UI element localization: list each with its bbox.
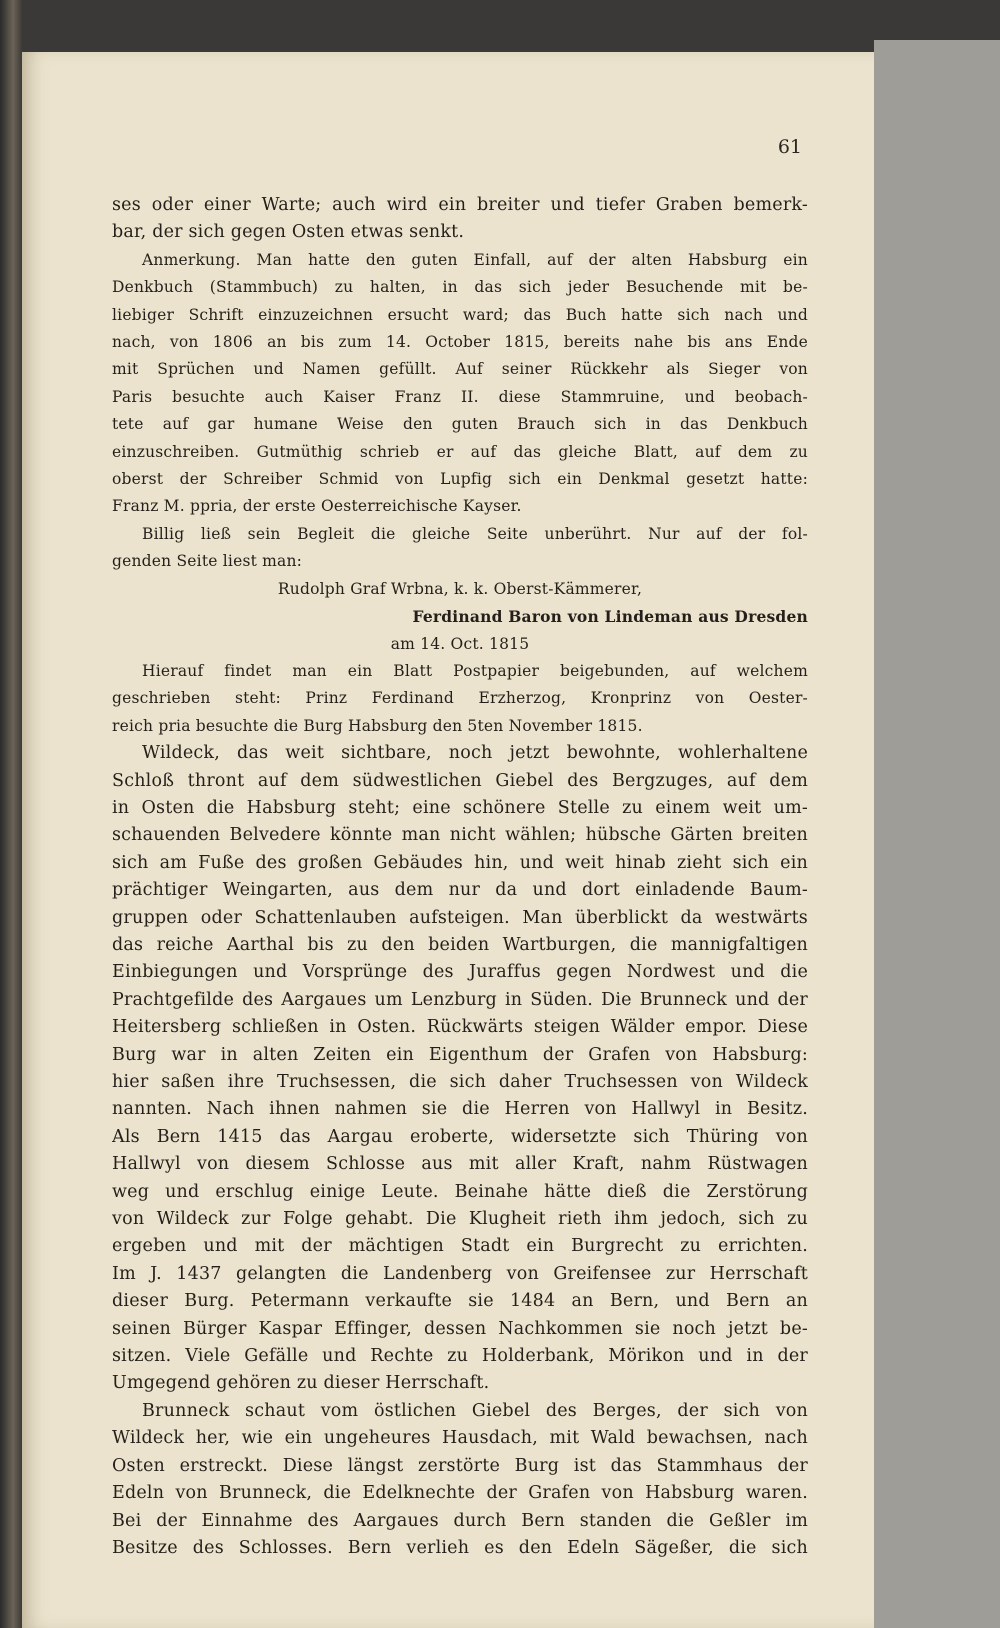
text-line: reich pria besuchte die Burg Habsburg den 5ten November 1815. [112,716,643,735]
text-line: seinen Bürger Kaspar Effinger, dessen Nachkommen sie noch jetzt be- [112,1318,808,1339]
text-line: Ferdinand Baron von Lindeman aus Dresden [412,607,808,627]
text-line: Heitersberg schließen in Osten. Rückwärts steigen Wälder empor. Diese [112,1017,808,1038]
text-line: Brunneck schaut vom östlichen Giebel des Berges, der sich von [142,1400,808,1421]
text-line: Denkbuch (Stammbuch) zu halten, in das sich jeder Besuchende mit be- [112,278,808,297]
text-line: gruppen oder Schattenlauben aufsteigen. Man überblickt da westwärts [112,907,808,928]
text-line: Wildeck her, wie ein ungeheures Hausdach, mit Wald bewachsen, nach [112,1428,808,1449]
text-line: Bei der Einnahme des Aargaues durch Bern standen die Geßler im [112,1510,808,1531]
book-spine [0,0,22,1628]
page-text [112,192,808,1562]
text-line: Wildeck, das weit sichtbare, noch jetzt bewohnte, wohlerhaltene [142,743,808,764]
text-line: am 14. Oct. 1815 [390,634,530,653]
text-line: Franz M. ppria, der erste Oesterreichische Kayser. [112,497,522,516]
text-line: Rudolph Graf Wrbna, k. k. Oberst-Kämmerer, [277,579,643,598]
text-line: tete auf gar humane Weise den guten Brauch sich in das Denkbuch [112,415,808,434]
text-line: Osten erstreckt. Diese längst zerstörte Burg ist das Stammhaus der [112,1455,808,1476]
text-line: von Wildeck zur Folge gehabt. Die Klugheit rieth ihm jedoch, sich zu [112,1209,808,1230]
text-line: nach, von 1806 an bis zum 14. October 1815, bereits nahe bis ans Ende [112,333,808,352]
text-line: Edeln von Brunneck, die Edelknechte der Grafen von Habsburg waren. [112,1483,808,1504]
text-line: ses oder einer Warte; auch wird ein breiter und tiefer Graben bemerk- [112,195,808,215]
text-line: Burg war in alten Zeiten ein Eigenthum der Grafen von Habsburg: [112,1044,808,1065]
text-line: Im J. 1437 gelangten die Landenberg von Greifensee zur Herrschaft [112,1263,808,1284]
text-line: Paris besuchte auch Kaiser Franz II. diese Stammruine, und beobach- [112,387,808,406]
text-line: genden Seite liest man: [112,552,303,571]
text-line: schauenden Belvedere könnte man nicht wählen; hübsche Gärten breiten [112,825,808,846]
text-line: Hierauf findet man ein Blatt Postpapier beigebunden, auf welchem [142,661,808,680]
text-line: Als Bern 1415 das Aargau eroberte, widersetzte sich Thüring von [112,1126,808,1147]
text-line: liebiger Schrift einzuzeichnen ersucht ward; das Buch hatte sich nach und [112,305,808,324]
text-line: sich am Fuße des großen Gebäudes hin, und weit hinab zieht sich ein [112,852,808,873]
text-line: einzuschreiben. Gutmüthig schrieb er auf das gleiche Blatt, auf dem zu [112,442,808,461]
text-line: Prachtgefilde des Aargaues um Lenzburg in Süden. Die Brunneck und der [112,989,808,1010]
text-line: weg und erschlug einige Leute. Beinahe hätte dieß die Zerstörung [112,1181,808,1202]
book-page [22,52,874,1628]
text-line: sitzen. Viele Gefälle und Rechte zu Holderbank, Mörikon und in der [112,1346,808,1367]
text-line: Umgegend gehören zu dieser Herrschaft. [112,1373,490,1394]
text-line: ergeben und mit der mächtigen Stadt ein Burgrecht zu errichten. [112,1236,808,1257]
text-line: bar, der sich gegen Osten etwas senkt. [112,222,465,243]
text-line: Schloß thront auf dem südwestlichen Giebel des Bergzuges, auf dem [112,770,808,791]
text-line: dieser Burg. Petermann verkaufte sie 1484 an Bern, und Bern an [112,1291,808,1312]
text-line: Einbiegungen und Vorsprünge des Juraffus gegen Nordwest und die [112,962,808,983]
text-line: Hallwyl von diesem Schlosse aus mit aller Kraft, nahm Rüstwagen [112,1154,808,1175]
text-line: prächtiger Weingarten, aus dem nur da und dort einladende Baum- [112,880,808,901]
text-line: oberst der Schreiber Schmid von Lupfig sich ein Denkmal gesetzt hatte: [112,470,808,489]
text-line: mit Sprüchen und Namen gefüllt. Auf seiner Rückkehr als Sieger von [112,360,808,379]
text-line: in Osten die Habsburg steht; eine schönere Stelle zu einem weit um- [112,797,808,818]
text-line: geschrieben steht: Prinz Ferdinand Erzherzog, Kronprinz von Oester- [112,689,808,708]
text-line: Besitze des Schlosses. Bern verlieh es den Edeln Sägeßer, die sich [112,1537,808,1558]
text-line: das reiche Aarthal bis zu den beiden Wartburgen, die mannigfaltigen [112,934,808,955]
text-line: hier saßen ihre Truchsessen, die sich daher Truchsessen von Wildeck [112,1072,808,1092]
text-line: Billig ließ sein Begleit die gleiche Seite unberührt. Nur auf der fol- [142,524,808,543]
text-line: Anmerkung. Man hatte den guten Einfall, auf der alten Habsburg ein [142,250,808,269]
background-right-edge [874,40,1000,1628]
page-number: 61 [777,136,802,158]
text-line: nannten. Nach ihnen nahmen sie die Herren von Hallwyl in Besitz. [112,1099,808,1120]
